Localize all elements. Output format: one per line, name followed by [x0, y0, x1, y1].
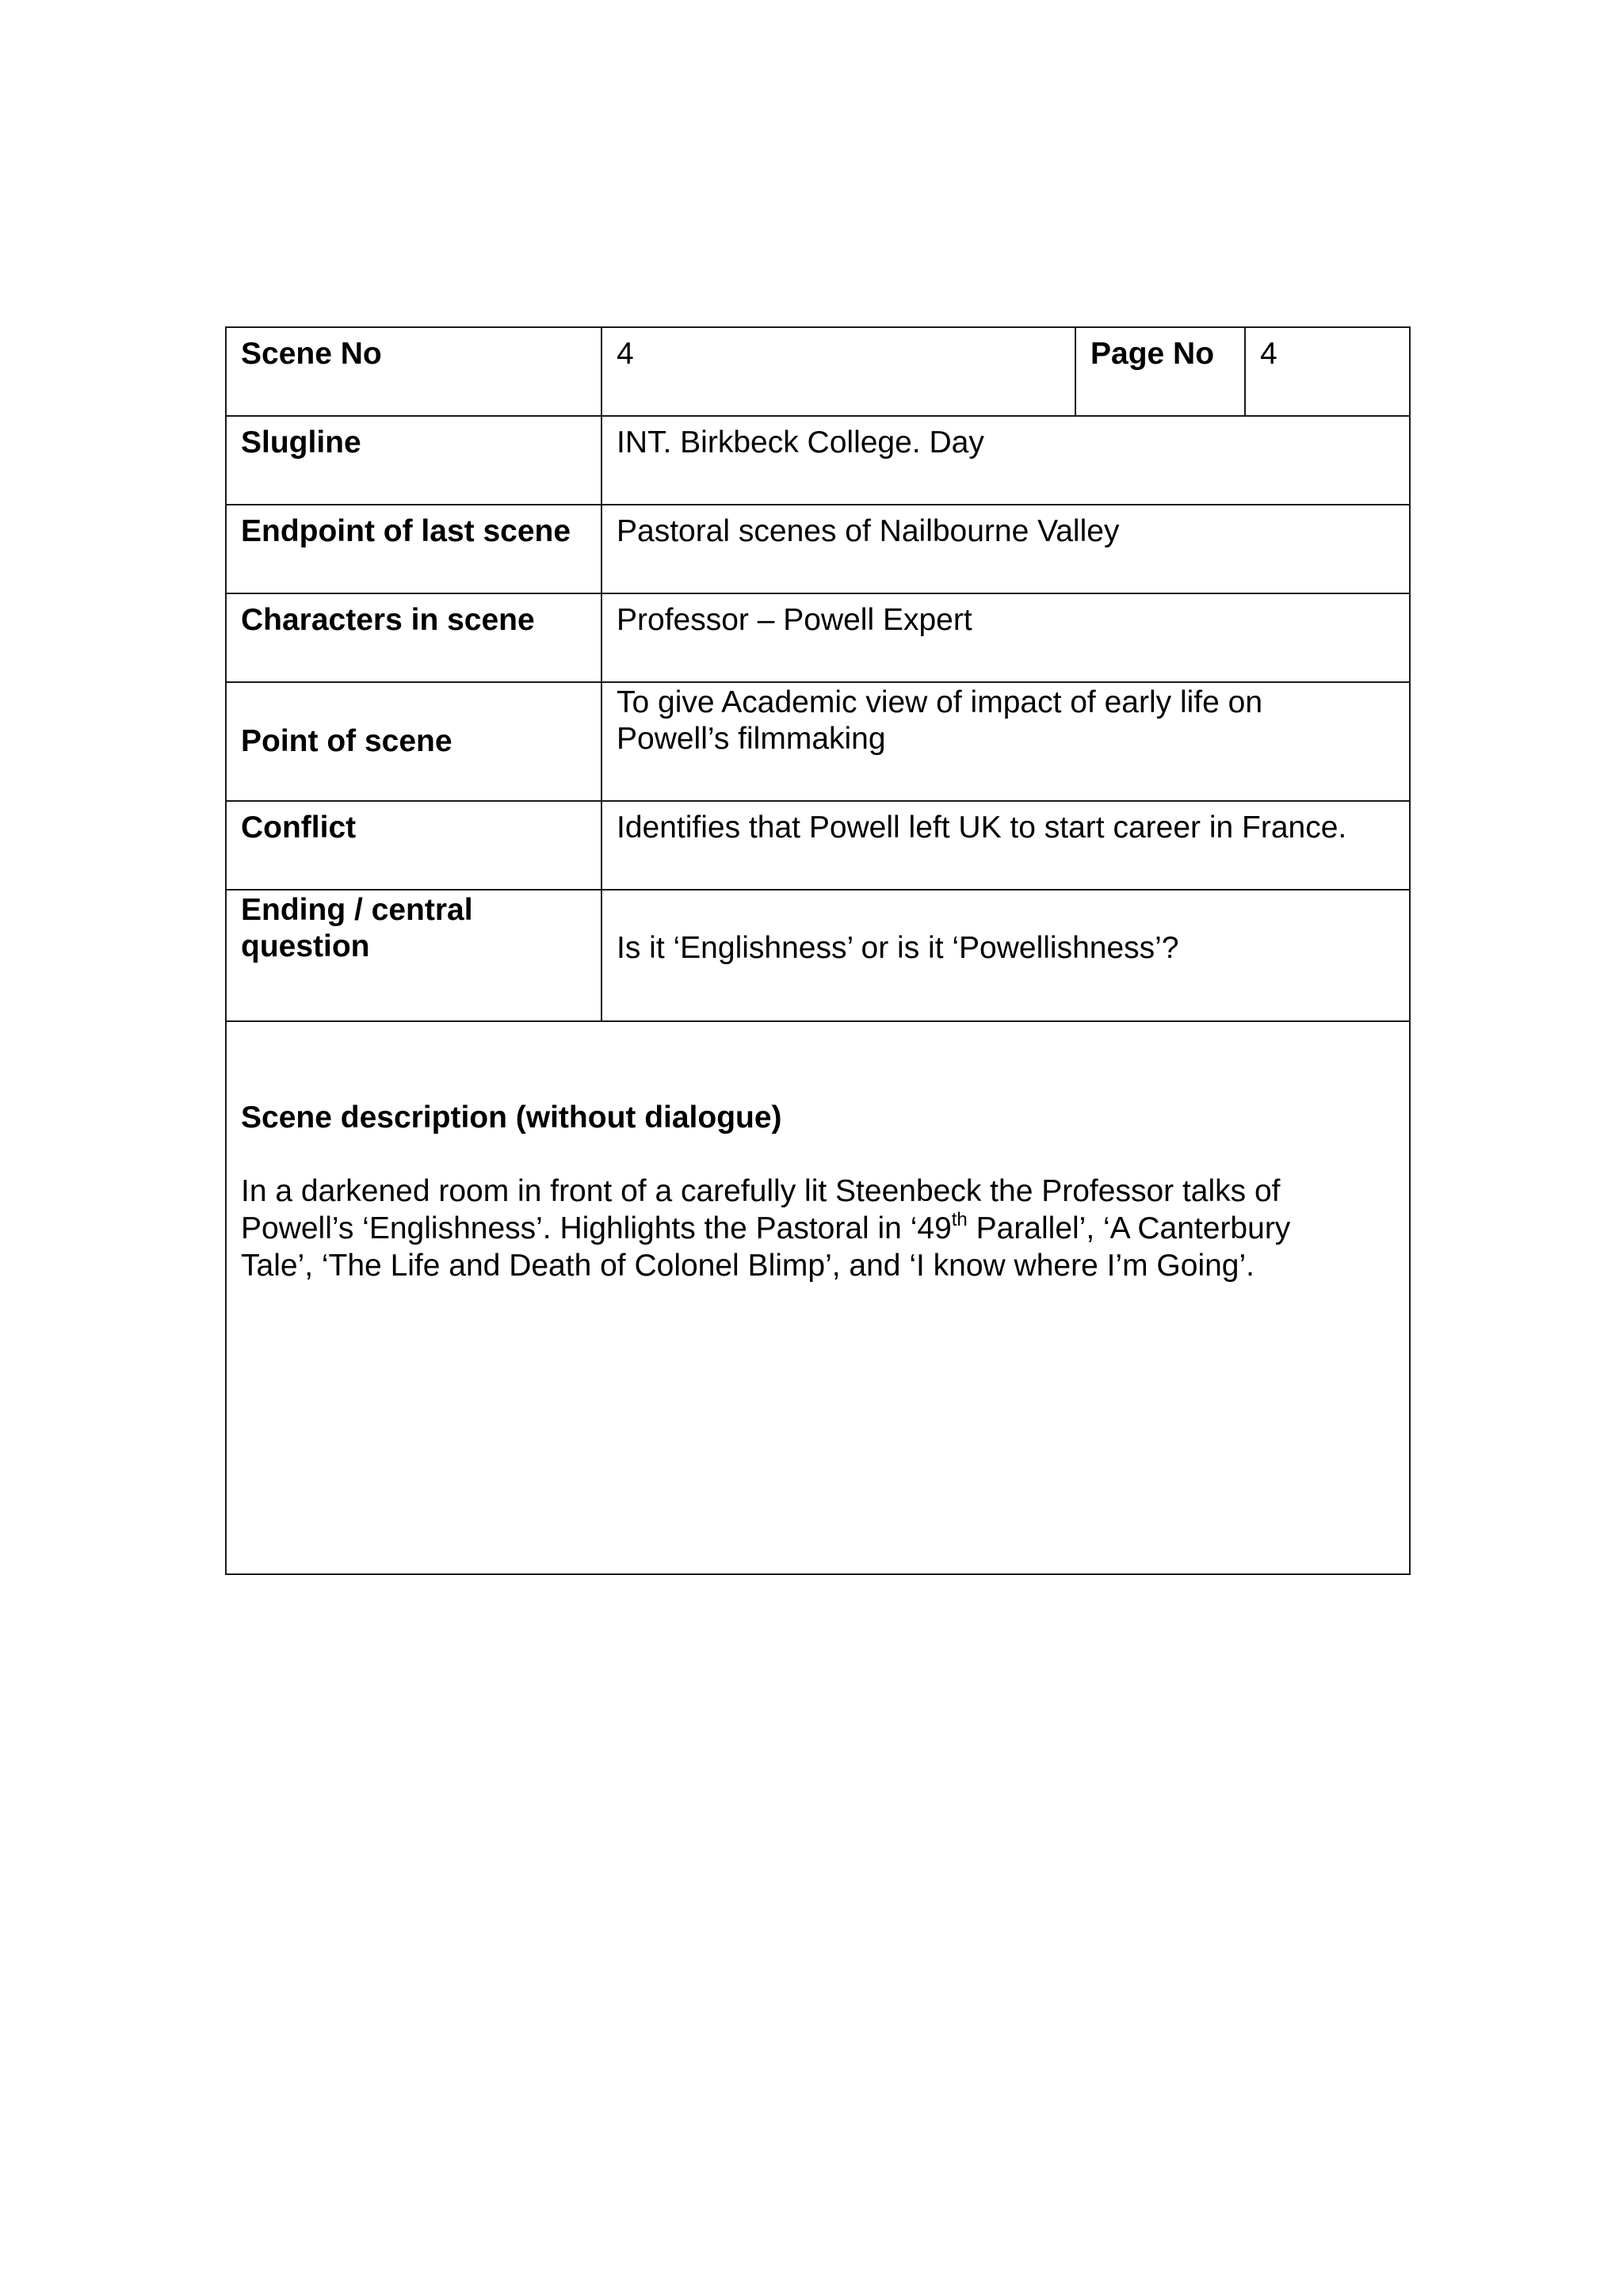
conflict-value: Identifies that Powell left UK to start career in France.	[601, 801, 1410, 890]
row-conflict	[226, 801, 1410, 890]
scene-form-table	[225, 326, 1411, 1575]
row-point	[226, 682, 1410, 801]
slugline-label: Slugline	[226, 416, 601, 505]
description-cell	[226, 1021, 1410, 1574]
row-description	[226, 1021, 1410, 1574]
page-no-value: 4	[1245, 327, 1410, 416]
ending-value: Is it ‘Englishness’ or is it ‘Powellishness’?	[601, 890, 1410, 1021]
endpoint-label: Endpoint of last scene	[226, 505, 601, 593]
point-value-line2: Powell’s filmmaking	[617, 722, 886, 756]
ending-label-line1: Ending / central	[241, 893, 473, 927]
scene-no-label: Scene No	[226, 327, 601, 416]
description-line2-a: Powell’s ‘Englishness’. Highlights the Pastoral in ‘49	[241, 1211, 952, 1245]
description-title: Scene description (without dialogue)	[241, 1100, 782, 1135]
description-line2-sup: th	[951, 1209, 968, 1230]
point-value	[601, 682, 1410, 801]
characters-label: Characters in scene	[226, 593, 601, 682]
slugline-value: INT. Birkbeck College. Day	[601, 416, 1410, 505]
page-no-label: Page No	[1075, 327, 1245, 416]
description-body	[241, 1173, 1395, 1284]
characters-value: Professor – Powell Expert	[601, 593, 1410, 682]
point-label: Point of scene	[226, 682, 601, 801]
conflict-label: Conflict	[226, 801, 601, 890]
row-characters	[226, 593, 1410, 682]
ending-label	[226, 890, 601, 1021]
description-line3: Tale’, ‘The Life and Death of Colonel Blimp’, and ‘I know where I’m Going’.	[241, 1249, 1254, 1283]
row-scene-no	[226, 327, 1410, 416]
description-line2-b: Parallel’, ‘A Canterbury	[967, 1211, 1291, 1245]
ending-label-line2: question	[241, 929, 370, 963]
description-line1: In a darkened room in front of a carefully lit Steenbeck the Professor talks of	[241, 1174, 1281, 1208]
point-value-line1: To give Academic view of impact of early life on	[617, 685, 1263, 719]
row-slugline	[226, 416, 1410, 505]
endpoint-value: Pastoral scenes of Nailbourne Valley	[601, 505, 1410, 593]
row-ending	[226, 890, 1410, 1021]
scene-no-value: 4	[601, 327, 1075, 416]
description-line2	[241, 1210, 1395, 1247]
row-endpoint	[226, 505, 1410, 593]
